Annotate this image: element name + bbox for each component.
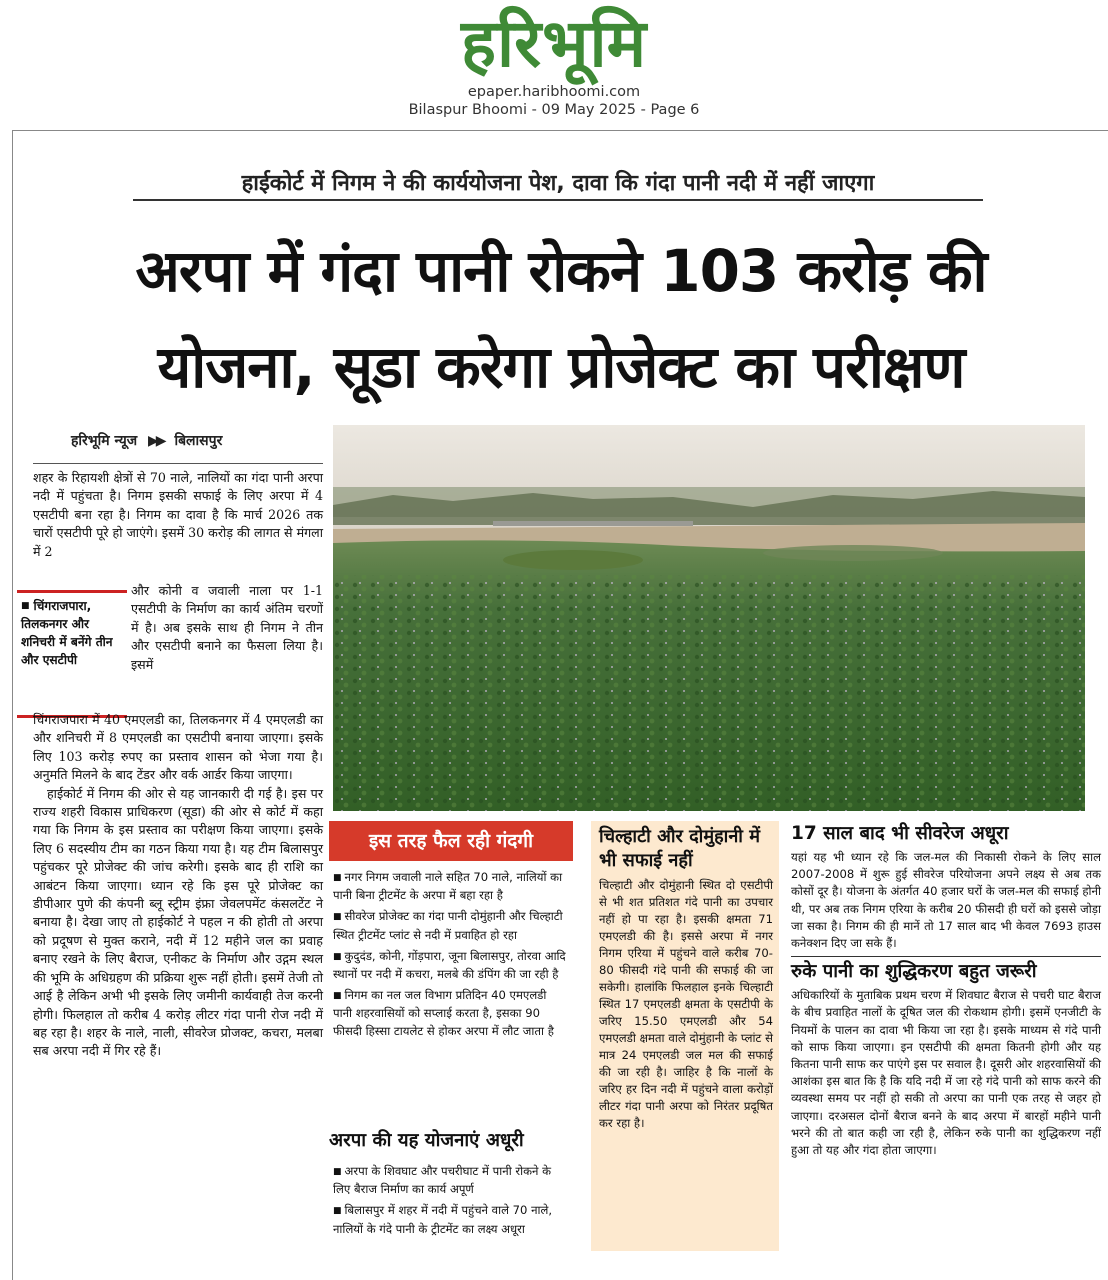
byline [71,431,222,450]
list-item: ■ निगम का नल जल विभाग प्रतिदिन 40 एमएलडी पानी शहरवासियों को सप्लाई करता है, इसका 90 फीसदी हिस्सा टायलेट से होकर अरपा में लौट जाता है [333,988,554,1038]
box-sewerage-body: यहां यह भी ध्यान रहे कि जल-मल की निकासी रोकने के लिए साल 2007-2008 में शुरू हुई सीवरेज परियोजना अपने लक्ष्य से अब तक कोसों दूर है। योजना के अंतर्गत 40 हजार घरों के जल-मल की सफाई होनी थी, पर अब तक निगम एरिया के करीब 20 फीसदी ही घरों को इससे जोड़ा जा सका है। निगम की ही मानें तो 17 साल बाद भी केवल 7693 हाउस कनेक्शन दिए जा सके हैं। [791,850,1101,951]
body-paragraph-2: हाईकोर्ट में निगम की ओर से यह जानकारी दी गई है। इस पर राज्य शहरी विकास प्राधिकरण (सूडा) की ओर से कोर्ट में कहा गया कि निगम के इस प्रस्ताव का परीक्षण किया जाएगा। इसके लिए 6 सदस्यीय टीम का गठन किया गया है। यह टीम बिलासपुर पहुंचकर पूरे प्रोजेक्ट की जांच करेगी। इसके बाद ही राशि का आबंटन किया जाएगा। ध्यान रहे कि इस पूरे प्रोजेक्ट का डीपीआर पुणे की कंपनी ब्लू स्ट्रीम इंफ्रा जेवलपमेंट कंसलटेंट ने बनाया है। देखा जाए तो हाईकोर्ट ने पहल न की होती तो अरपा को प्रदूषण से मुक्त कराने, नदी में 12 महीने जल का प्रवाह बनाए रखने के लिए बैराज, एनीकट के निर्माण और उद्गम स्थल की भूमि के अधिग्रहण की प्रक्रिया शुरू नहीं होती। इसमें तेजी तो आई है लेकिन अभी भी इसके लिए जमीनी कार्यवाही तेज करनी होगी। फिलहाल तो करीब 4 करोड़ लीटर गंदा पानी रोज नदी में बह रहा है। शहर के नाले, नाली, सीवरेज प्रोजक्ट, कचरा, मलबा सब अरपा नदी में गिर रहे हैं। [33,785,323,1059]
list-item: ■ कुदुदंड, कोनी, गोंड़पारा, जूना बिलासपुर, तोरवा आदि स्थानों पर नदी में कचरा, मलबे की डंपिंग की जा रही है [333,948,566,982]
haribhoomi-logo: हरिभूमि [460,5,648,82]
headline-kicker: हाईकोर्ट में निगम ने की कार्ययोजना पेश, दावा कि गंदा पानी नदी में नहीं जाएगा [133,167,983,201]
box-chilhati [591,821,779,1251]
byline-arrow-icon: ▶▶ [148,433,164,449]
box-incomplete-title: अरपा की यह योजनाएं अधूरी [329,1130,524,1151]
square-bullet-icon: ■ [333,912,342,923]
river-photo-art [333,425,1085,811]
headline-line-2: योजना, सूडा करेगा प्रोजेक्ट का परीक्षण [157,333,965,401]
box-sewerage-title: 17 साल बाद भी सीवरेज अधूरा [791,823,1009,844]
edition-line: Bilaspur Bhoomi - 09 May 2025 - Page 6 [408,102,700,118]
river-photo [333,425,1085,811]
square-bullet-icon: ■ [333,951,342,962]
box-chilhati-title: चिल्हाटी और दोमुंहानी में भी सफाई नहीं [599,826,760,871]
site-url[interactable]: epaper.haribhoomi.com [467,84,641,100]
body-paragraph-1a: शहर के रिहायशी क्षेत्रों से 70 नाले, नालियों का गंदा पानी अरपा नदी में पहुंचता है। निगम इसकी सफाई के लिए अरपा में 4 एसटीपी बना रहा है। निगम का दावा है कि मार्च 2026 तक चारों एसटीपी पूरे हो जाएंगे। इसमें 30 करोड़ की लागत से मंगला में 2 [33,470,323,559]
list-item: ■ बिलासपुर में शहर में नदी में पहुंचने वाले 70 नाले, नालियों के गंदे पानी के ट्रीटमेंट का लक्ष्य अधूरा [333,1203,553,1236]
box-incomplete-list [333,1163,569,1242]
body-paragraph-1c: चिंगराजपारा में 40 एमएलडी का, तिलकनगर में 4 एमएलडी का और शनिचरी में 8 एमएलडी का एसटीपी बनाया जाएगा। इसके लिए 103 करोड़ रुपए का प्रस्ताव शासन को भेजा गया है। अनुमति मिलने के बाद टेंडर और वर्क आर्डर किया जाएगा। [33,712,323,783]
box-spread-title: इस तरह फैल रही गंदगी [329,821,573,861]
square-bullet-icon: ■ [333,991,342,1002]
box-chilhati-body: चिल्हाटी और दोमुंहानी स्थित दो एसटीपी से भी शत प्रतिशत गंदे पानी का उपचार नहीं हो पा रहा है। इसकी क्षमता 71 एमएलडी की है। इससे अरपा में नगर निगम एरिया में पहुंचने वाले करीब 70-80 फीसदी गंदे पानी की सफाई की जा सकेगी। हालांकि फिलहाल इनके चिल्हाटी स्थित 17 एमएलडी क्षमता के एसटीपी के जरिए 15.50 एमएलडी और 54 एमएलडी क्षमता वाले दोमुंहानी के प्लांट से मात्र 24 एमएलडी जल मल की सफाई की जा रही है। जाहिर है कि नालों के जरिए हर दिन नदी में पहुंचने वाला करोड़ों लीटर गंदा पानी अरपा को निरंतर प्रदूषित कर रहा है। [599,878,773,1130]
box-purification-title: रुके पानी का शुद्धिकरण बहुत जरूरी [791,961,1037,983]
box-spread-list [333,869,569,1044]
body-paragraph-1b: और कोनी व जवाली नाला पर 1-1 एसटीपी के निर्माण का कार्य अंतिम चरणों में है। अब इसके साथ ही निगम ने तीन और एसटीपी बनाने का फैसला लिया है। इसमें [131,583,323,672]
square-bullet-icon: ■ [333,1206,342,1217]
square-bullet-icon: ■ [333,1167,342,1177]
square-bullet-icon: ■ [333,873,342,883]
byline-place: बिलासपुर [174,433,223,449]
list-item: ■ सीवरेज प्रोजेक्ट का गंदा पानी दोमुंहानी और चिल्हाटी स्थित ट्रीटमेंट प्लांट से नदी में प्रवाहित हो रहा [333,909,563,942]
newspaper-page [12,130,1108,1280]
right-column [791,821,1101,1159]
body-column-lower [33,711,323,1061]
highlight-pullout [17,590,127,718]
headline-line-1: अरपा में गंदा पानी रोकने 103 करोड़ की [135,237,987,305]
list-item: ■ नगर निगम जवाली नाले सहित 70 नाले, नालियों का पानी बिना ट्रीटमेंट के अरपा में बहा रहा है [333,870,563,903]
byline-source: हरिभूमि न्यूज [71,433,138,449]
list-item: ■ अरपा के शिवघाट और पचरीघाट में पानी रोकने के लिए बैराज निर्माण का कार्य अपूर्ण [333,1164,552,1197]
main-headline [21,223,1101,415]
section-divider [791,956,1101,957]
square-bullet-icon: ■ [21,601,30,611]
highlight-text: चिंगराजपारा, तिलकनगर और शनिचरी में बनेंगे तीन और एसटीपी [21,599,113,667]
column-divider [33,463,323,464]
box-purification-body: अधिकारियों के मुताबिक प्रथम चरण में शिवघाट बैराज से पचरी घाट बैराज के बीच प्रवाहित नालों के दूषित जल की रोकथाम होगी। इसमें एनजीटी के नियमों के पालन का दावा भी किया जा रहा है। इसके माध्यम से गंदे पानी को साफ किया जाएगा। इन एसटीपी की क्षमता कितनी होगी और यह कितना पानी साफ कर पाएंगे इस पर सवाल है। दूसरी ओर शहरवासियों की आशंका इस बात कि है कि यदि नदी में जा रहे गंदे पानी को साफ करने की व्यवस्था समय पर नहीं हो सकी तो अरपा का पानी एक तरह से जहर हो जाएगा। दरअसल दोनों बैराज बनने के बाद अरपा में बारहों महीने पानी भरने की तो बात कही जा रही है, लेकिन रुके पानी का शुद्धिकरण नहीं हुआ तो यह और गंदा होता जाएगा। [791,988,1101,1158]
masthead [0,0,1108,128]
